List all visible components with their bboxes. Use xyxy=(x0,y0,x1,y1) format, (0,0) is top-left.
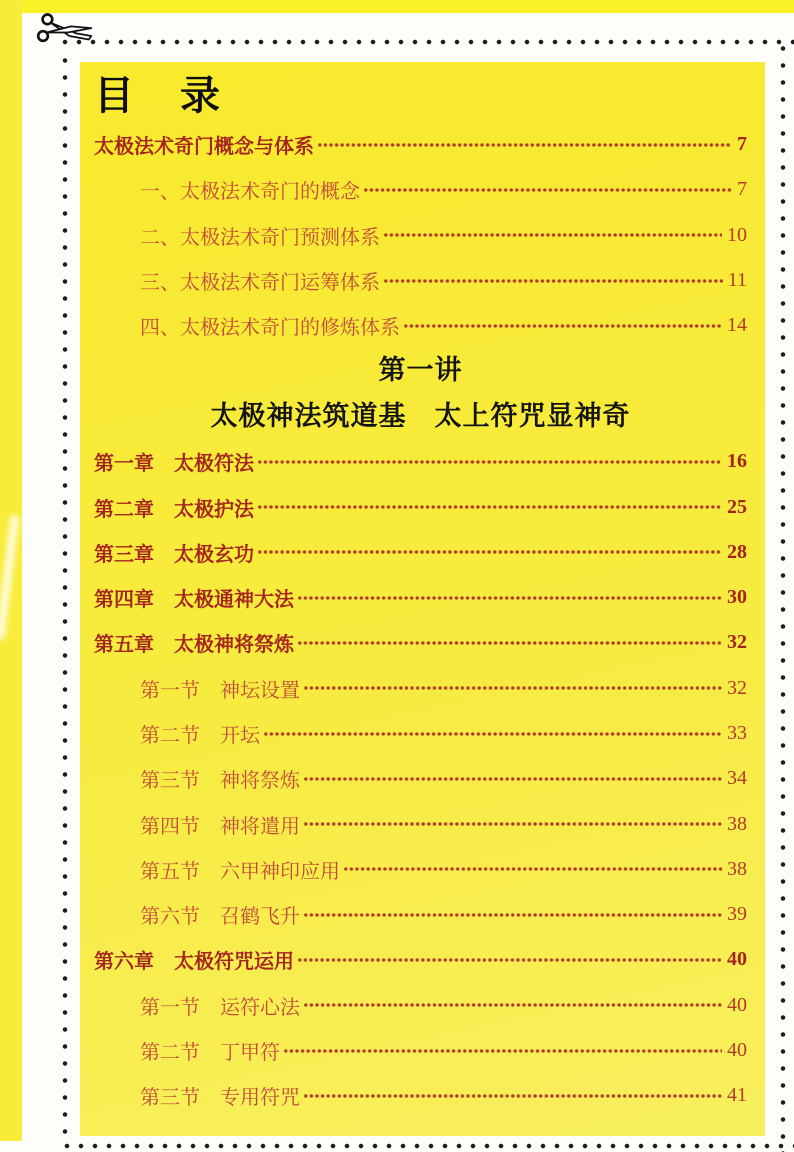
dot-leader xyxy=(363,188,732,192)
toc-entry-page: 32 xyxy=(727,631,747,654)
toc-entry-page: 40 xyxy=(727,993,747,1016)
toc-entry-label: 第一节 神坛设置 xyxy=(140,679,300,702)
toc-entry xyxy=(94,756,747,801)
toc-entry xyxy=(94,801,747,846)
toc-entry-page: 40 xyxy=(727,1039,747,1062)
toc-entry-label: 二、太极法术奇门预测体系 xyxy=(140,226,380,249)
toc-entry-page: 16 xyxy=(727,450,747,473)
toc-entry-label: 四、太极法术奇门的修炼体系 xyxy=(140,317,400,340)
page-edge-strip-top xyxy=(0,0,794,13)
page-edge-strip-left xyxy=(0,0,22,1141)
toc-entry-label: 第六章 太极符咒运用 xyxy=(94,951,294,974)
toc-entry xyxy=(94,122,747,167)
toc-entry-label: 第五章 太极神将祭炼 xyxy=(94,634,294,657)
toc-list xyxy=(94,122,747,1119)
toc-entry xyxy=(94,892,747,937)
toc-panel xyxy=(80,62,765,1136)
dot-leader xyxy=(303,1094,722,1098)
dot-leader xyxy=(297,958,722,962)
dot-leader xyxy=(403,324,722,328)
toc-entry xyxy=(94,167,747,212)
toc-entry-page: 34 xyxy=(727,767,747,790)
toc-entry-label: 三、太极法术奇门运筹体系 xyxy=(140,272,380,295)
dot-leader xyxy=(303,686,722,690)
dot-leader xyxy=(297,641,722,645)
toc-entry-label: 第二节 开坛 xyxy=(140,725,260,747)
toc-entry-label: 第六节 召鹤飞升 xyxy=(140,906,300,929)
dot-leader xyxy=(257,460,722,464)
toc-entry-page: 25 xyxy=(727,495,747,518)
toc-entry-label: 第四章 太极通神大法 xyxy=(94,589,294,612)
toc-entry-page: 41 xyxy=(727,1084,747,1107)
dot-leader xyxy=(383,279,723,283)
toc-entry-label: 第一节 运符心法 xyxy=(140,996,300,1019)
dot-leader xyxy=(303,822,722,826)
toc-entry xyxy=(94,711,747,756)
dot-leader xyxy=(343,867,722,871)
dot-leader xyxy=(283,1049,722,1053)
toc-entry-page: 39 xyxy=(727,903,747,926)
toc-entry xyxy=(94,213,747,258)
toc-entry-label: 第三章 太极玄功 xyxy=(94,543,254,566)
toc-entry-label: 第三节 神将祭炼 xyxy=(140,770,300,793)
toc-entry xyxy=(94,937,747,982)
toc-entry-label: 太极法术奇门概念与体系 xyxy=(94,136,314,159)
toc-entry xyxy=(94,1073,747,1118)
toc-entry xyxy=(94,666,747,711)
cut-line-right xyxy=(780,40,786,1152)
toc-entry xyxy=(94,1028,747,1073)
dot-leader xyxy=(303,1003,722,1007)
cut-line-top xyxy=(58,39,794,45)
cut-line-bottom xyxy=(60,1143,794,1149)
toc-entry xyxy=(94,847,747,892)
toc-entry-page: 32 xyxy=(727,676,747,699)
page-title: 目 录 xyxy=(94,73,223,118)
scan-glare-mark xyxy=(0,515,20,640)
toc-entry-label: 第一章 太极符法 xyxy=(94,453,254,476)
toc-entry xyxy=(94,484,747,529)
toc-entry xyxy=(94,439,747,484)
toc-entry-label: 第四节 神将遣用 xyxy=(140,815,300,838)
dot-leader xyxy=(263,732,722,736)
toc-entry xyxy=(94,258,747,303)
dot-leader xyxy=(383,233,722,237)
toc-entry xyxy=(94,575,747,620)
toc-entry-page: 14 xyxy=(727,314,747,337)
toc-entry-page: 7 xyxy=(737,133,747,156)
toc-entry-label: 第五节 六甲神印应用 xyxy=(140,860,340,883)
toc-entry-page: 11 xyxy=(727,269,747,292)
toc-entry xyxy=(94,530,747,575)
toc-entry-page: 10 xyxy=(727,223,747,246)
toc-entry-page: 38 xyxy=(727,857,747,880)
dot-leader xyxy=(317,143,732,147)
toc-entry-page: 40 xyxy=(727,948,747,971)
toc-entry-label: 第二章 太极护法 xyxy=(94,498,254,521)
toc-entry-page: 33 xyxy=(727,722,747,744)
toc-entry-label: 第三节 专用符咒 xyxy=(140,1087,300,1110)
dot-leader xyxy=(303,777,722,781)
toc-entry xyxy=(94,983,747,1028)
toc-entry xyxy=(94,620,747,665)
cut-line-left xyxy=(62,52,68,1144)
toc-part-heading: 太极神法筑道基 太上符咒显神奇 xyxy=(210,400,631,431)
dot-leader xyxy=(257,505,722,509)
toc-entry-label: 第二节 丁甲符 xyxy=(140,1042,280,1065)
toc-entry-page: 30 xyxy=(727,586,747,609)
scissors-icon xyxy=(36,12,94,46)
toc-entry-page: 7 xyxy=(737,178,747,201)
toc-entry-page: 28 xyxy=(727,540,747,563)
dot-leader xyxy=(297,596,722,600)
toc-entry xyxy=(94,303,747,348)
toc-part-heading: 第一讲 xyxy=(378,355,463,386)
toc-entry-page: 38 xyxy=(727,812,747,835)
dot-leader xyxy=(257,550,722,554)
toc-entry-label: 一、太极法术奇门的概念 xyxy=(140,181,360,204)
dot-leader xyxy=(303,913,722,917)
